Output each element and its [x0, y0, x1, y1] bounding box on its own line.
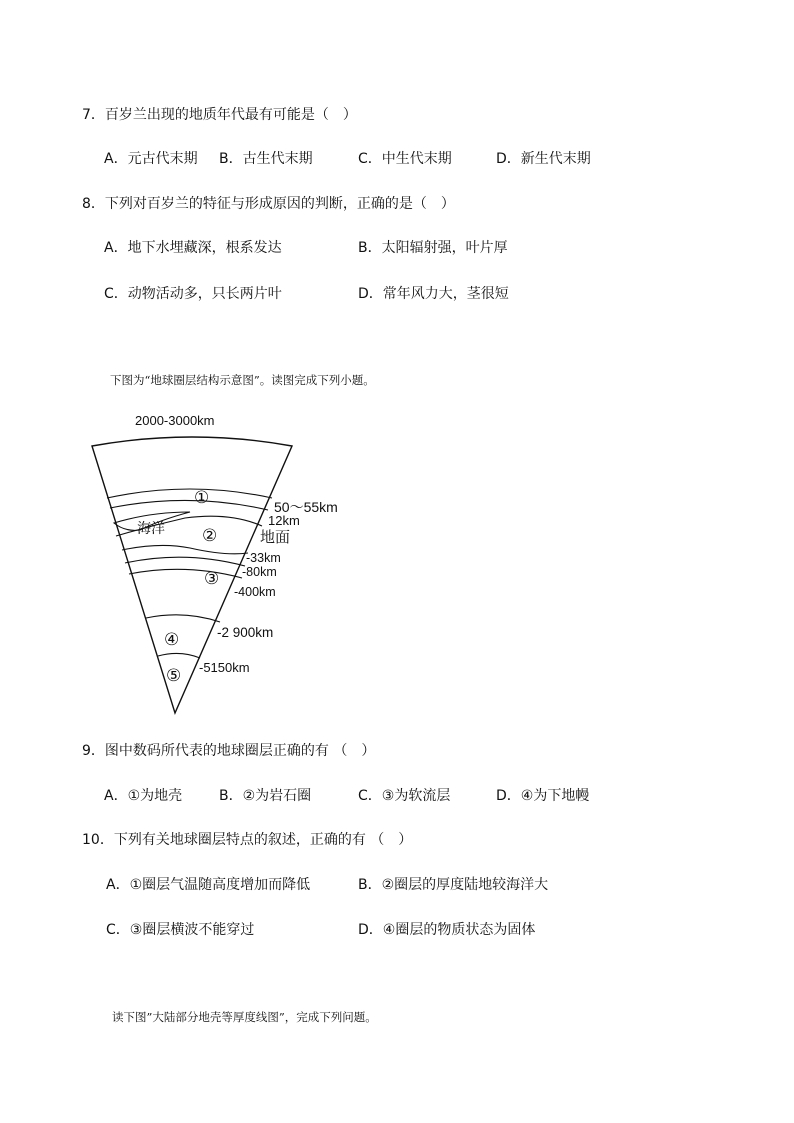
- question-8-stem: 8．下列对百岁兰的特征与形成原因的判断，正确的是（ ）: [82, 196, 455, 212]
- q10-option-d: D．④圈层的物质状态为固体: [358, 922, 536, 938]
- q7-option-d: D．新生代末期: [496, 151, 591, 167]
- q9-option-d: D．④为下地幔: [496, 788, 590, 804]
- layer-line-2: [110, 500, 268, 510]
- label-50-55km: 50～55km: [274, 499, 338, 515]
- layer-number-2: ②: [202, 526, 218, 545]
- question-10-stem: 10．下列有关地球圈层特点的叙述，正确的有 （ ）: [82, 832, 413, 848]
- layer-line-6: [129, 569, 242, 578]
- layer-line-1: [107, 489, 272, 498]
- label-ground: 地面: [260, 529, 291, 546]
- label-minus-5150km: -5150km: [199, 660, 250, 675]
- question-9-stem: 9．图中数码所代表的地球圈层正确的有 （ ）: [82, 743, 376, 759]
- question-7-stem: 7．百岁兰出现的地质年代最有可能是（ ）: [82, 107, 357, 123]
- q9-option-c: C．③为软流层: [358, 788, 451, 804]
- next-diagram-intro-text: 读下图”大陆部分地壳等厚度线图”，完成下列问题。: [112, 1010, 377, 1024]
- diagram-intro-text: 下图为“地球圈层结构示意图”。读图完成下列小题。: [110, 373, 375, 387]
- layer-number-4: ④: [164, 630, 180, 649]
- layer-line-4: [122, 545, 248, 553]
- label-minus-2900km: -2 900km: [217, 625, 274, 640]
- q7-option-c: C．中生代末期: [358, 151, 452, 167]
- q10-option-b: B．②圈层的厚度陆地较海洋大: [358, 877, 549, 893]
- q8-option-a: A．地下水埋藏深，根系发达: [104, 240, 282, 256]
- label-12km: 12km: [268, 513, 300, 528]
- q9-option-b: B．②为岩石圈: [219, 788, 312, 804]
- q8-option-c: C．动物活动多，只长两片叶: [104, 286, 282, 302]
- q7-option-b: B．古生代末期: [219, 151, 313, 167]
- label-minus-80km: -80km: [242, 565, 277, 579]
- q8-option-b: B．太阳辐射强，叶片厚: [358, 240, 508, 256]
- q10-option-a: A．①圈层气温随高度增加而降低: [106, 877, 311, 893]
- diagram-top-label: 2000-3000km: [135, 413, 215, 428]
- layer-line-5: [125, 557, 245, 566]
- q10-option-c: C．③圈层横波不能穿过: [106, 922, 255, 938]
- q8-option-d: D．常年风力大，茎很短: [358, 286, 509, 302]
- layer-line-8: [158, 653, 200, 658]
- layer-line-7: [146, 615, 220, 622]
- label-minus-400km: -400km: [234, 585, 276, 599]
- layer-number-1: ①: [194, 488, 210, 507]
- q9-option-a: A．①为地壳: [104, 788, 183, 804]
- q7-option-a: A．元古代末期: [104, 151, 198, 167]
- earth-layer-diagram: [80, 408, 380, 718]
- layer-number-5: ⑤: [166, 666, 182, 685]
- ocean-label: 海洋: [137, 520, 165, 536]
- label-minus-33km: -33km: [246, 551, 281, 565]
- layer-number-3: ③: [204, 569, 220, 588]
